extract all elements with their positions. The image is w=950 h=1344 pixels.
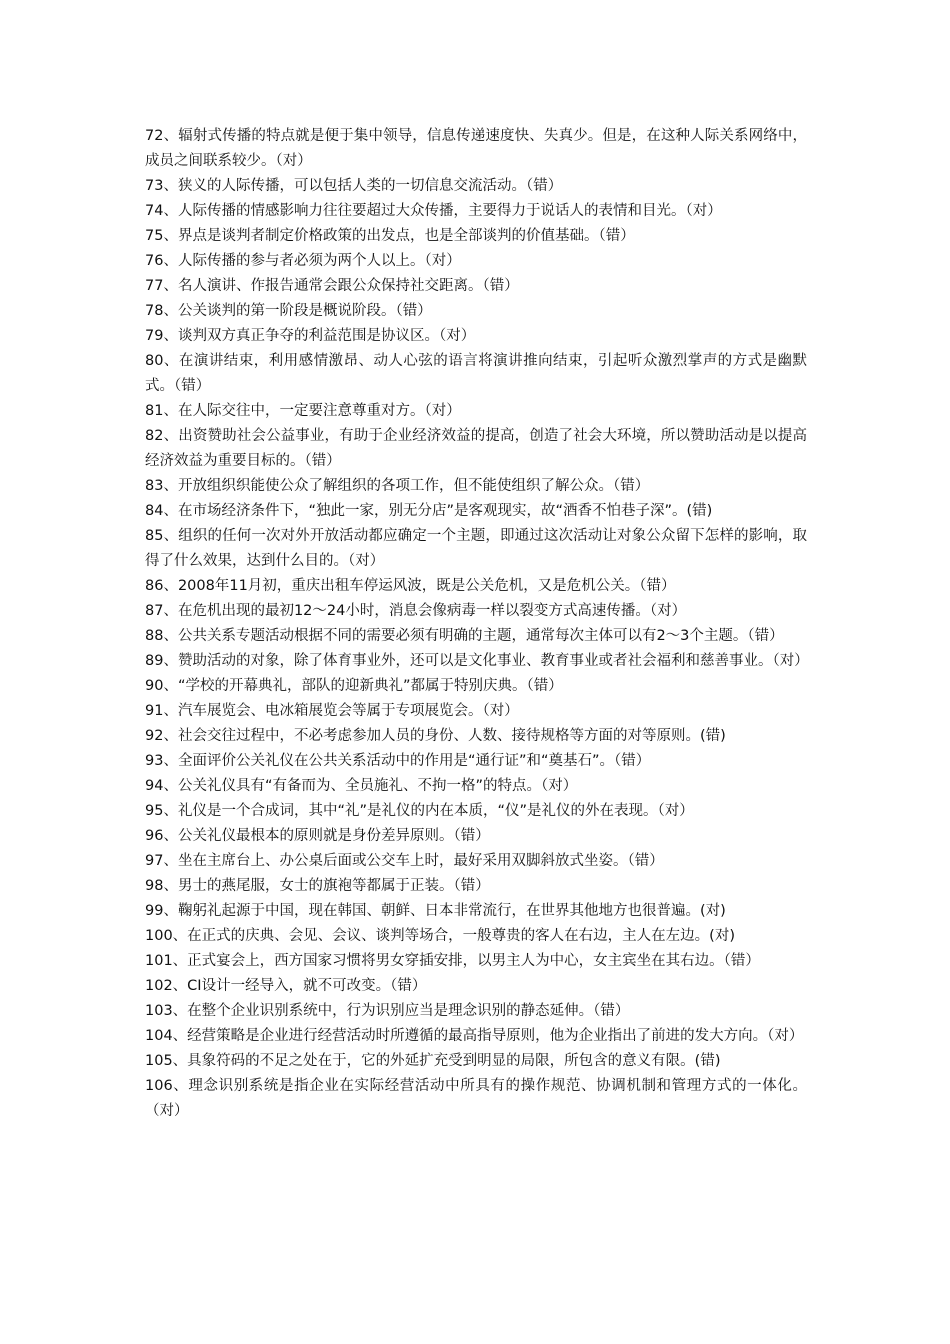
question-83: 83、开放组织织能使公众了解组织的各项工作，但不能使组织了解公众。（错） [145,478,650,494]
question-105: 105、具象符码的不足之处在于，它的外延扩充受到明显的局限，所包含的意义有限。(错) [145,1053,721,1069]
question-98: 98、男士的燕尾服，女士的旗袍等都属于正装。（错） [145,878,490,894]
question-87: 87、在危机出现的最初12～24小时，消息会像病毒一样以裂变方式高速传播。（对） [145,603,687,619]
question-93: 93、全面评价公关礼仪在公共关系活动中的作用是“通行证”和“奠基石”。（错） [145,753,651,769]
question-101: 101、正式宴会上，西方国家习惯将男女穿插安排，以男主人为中心，女主宾坐在其右边。（错） [145,953,760,969]
question-104: 104、经营策略是企业进行经营活动时所遵循的最高指导原则，他为企业指出了前进的发大方向。（对） [145,1028,804,1044]
document-body [145,124,807,1124]
question-76: 76、人际传播的参与者必须为两个人以上。（对） [145,253,461,269]
question-92: 92、社会交往过程中，不必考虑参加人员的身份、人数、接待规格等方面的对等原则。(错) [145,728,726,744]
question-91: 91、汽车展览会、电冰箱展览会等属于专项展览会。（对） [145,703,519,719]
question-95: 95、礼仪是一个合成词，其中“礼”是礼仪的内在本质，“仪”是礼仪的外在表现。（对） [145,803,694,819]
question-90: 90、“学校的开幕典礼，部队的迎新典礼”都属于特别庆典。（错） [145,678,563,694]
question-106: 106、理念识别系统是指企业在实际经营活动中所具有的操作规范、协调机制和管理方式的一体化。（对） [145,1078,807,1119]
question-72: 72、辐射式传播的特点就是便于集中领导，信息传递速度快、失真少。但是，在这种人际关系网络中，成员之间联系较少。（对） [145,128,807,169]
question-97: 97、坐在主席台上、办公桌后面或公交车上时，最好采用双脚斜放式坐姿。（错） [145,853,664,869]
question-74: 74、人际传播的情感影响力往往要超过大众传播，主要得力于说话人的表情和目光。（对） [145,203,722,219]
question-78: 78、公关谈判的第一阶段是概说阶段。（错） [145,303,432,319]
question-81: 81、在人际交往中，一定要注意尊重对方。（对） [145,403,461,419]
question-102: 102、CI设计一经导入，就不可改变。（错） [145,978,427,994]
question-100: 100、在正式的庆典、会见、会议、谈判等场合，一般尊贵的客人在右边，主人在左边。(对) [145,928,735,944]
question-75: 75、界点是谈判者制定价格政策的出发点，也是全部谈判的价值基础。（错） [145,228,635,244]
question-73: 73、狭义的人际传播，可以包括人类的一切信息交流活动。（错） [145,178,563,194]
question-96: 96、公关礼仪最根本的原则就是身份差异原则。（错） [145,828,490,844]
question-80: 80、在演讲结束，利用感情激昂、动人心弦的语言将演讲推向结束，引起听众激烈掌声的方式是幽默式。（错） [145,353,807,394]
question-82: 82、出资赞助社会公益事业，有助于企业经济效益的提高，创造了社会大环境，所以赞助活动是以提高经济效益为重要目标的。（错） [145,428,807,469]
question-94: 94、公关礼仪具有“有备而为、全员施礼、不拘一格”的特点。（对） [145,778,578,794]
question-85: 85、组织的任何一次对外开放活动都应确定一个主题，即通过这次活动让对象公众留下怎样的影响，取得了什么效果，达到什么目的。（对） [145,528,807,569]
question-99: 99、鞠躬礼起源于中国，现在韩国、朝鲜、日本非常流行，在世界其他地方也很普遍。(对) [145,903,726,919]
question-84: 84、在市场经济条件下，“独此一家，别无分店”是客观现实，故“酒香不怕巷子深”。(错) [145,503,713,519]
question-103: 103、在整个企业识别系统中，行为识别应当是理念识别的静态延伸。（错） [145,1003,630,1019]
question-79: 79、谈判双方真正争夺的利益范围是协议区。（对） [145,328,476,344]
question-89: 89、赞助活动的对象，除了体育事业外，还可以是文化事业、教育事业或者社会福利和慈善事业。（对） [145,653,809,669]
question-86: 86、2008年11月初，重庆出租车停运风波，既是公关危机，又是危机公关。（错） [145,578,676,594]
question-88: 88、公共关系专题活动根据不同的需要必须有明确的主题，通常每次主体可以有2～3个主题。（错） [145,628,784,644]
question-77: 77、名人演讲、作报告通常会跟公众保持社交距离。（错） [145,278,519,294]
